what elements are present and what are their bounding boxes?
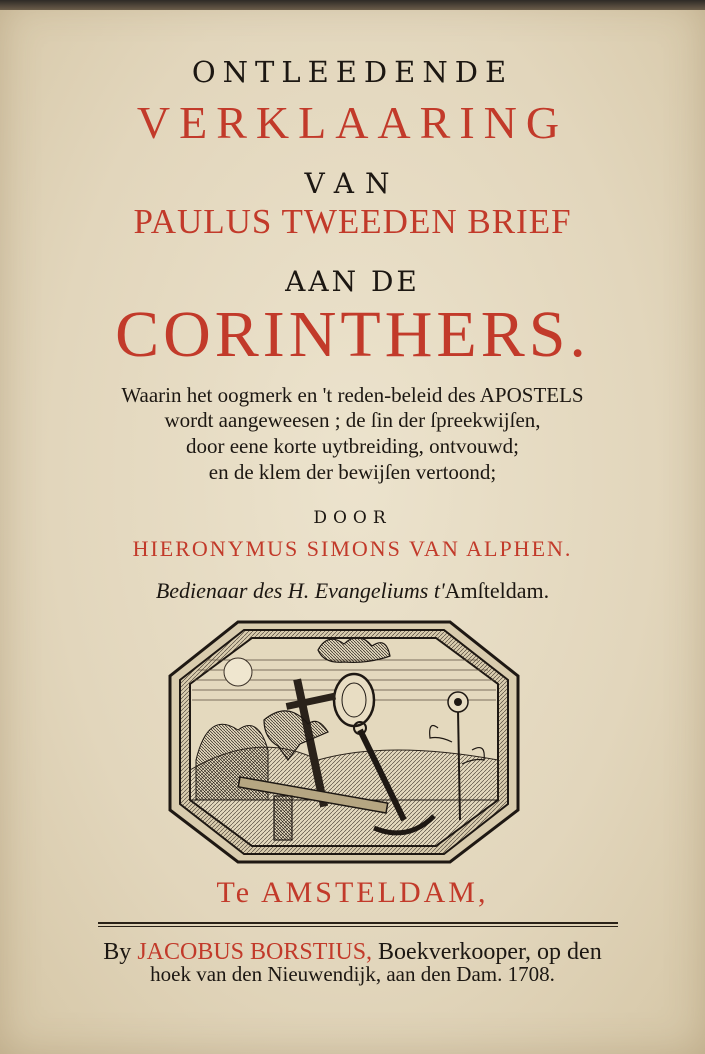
description-line-3: door eene korte uytbreiding, ontvouwd; <box>185 434 519 458</box>
title-line-6: CORINTHERS. <box>115 298 590 371</box>
description-line-2: wordt aangeweesen ; de ſin der ſpreekwijſen, <box>164 408 541 432</box>
author-role-italic: Bedienaar des H. Evangeliums t' <box>155 578 445 603</box>
divider-rule-thin <box>98 926 618 927</box>
publisher-address: hoek van den Nieuwendijk, aan den Dam. 1708. <box>150 962 555 986</box>
book-edge <box>0 0 705 10</box>
publisher-line <box>0 940 705 964</box>
publisher-by: By <box>103 939 132 965</box>
description-line-1: Waarin het oogmerk en 't reden-beleid des APOSTELS <box>121 383 584 407</box>
title-line-4: PAULUS TWEEDEN BRIEF <box>133 202 572 241</box>
author-name: HIERONYMUS SIMONS VAN ALPHEN. <box>132 536 573 561</box>
description-line-4: en de klem der bewijſen vertoond; <box>208 460 497 484</box>
title-line-5: AAN DE <box>285 265 420 298</box>
divider-rule <box>98 922 618 924</box>
by-line: DOOR <box>313 508 392 528</box>
author-role <box>0 580 705 602</box>
title-line-3: VAN <box>304 167 401 200</box>
title-line-1: ONTLEEDENDE <box>191 55 514 89</box>
publisher-rest: Boekverkooper, op den <box>378 939 602 965</box>
imprint-place: Te AMSTELDAM, <box>216 876 489 909</box>
publisher-name: JACOBUS BORSTIUS, <box>137 939 373 965</box>
printer-device-emblem-icon <box>168 620 520 864</box>
author-role-place: Amſteldam. <box>444 578 550 603</box>
title-line-2: VERKLAARING <box>136 97 569 148</box>
